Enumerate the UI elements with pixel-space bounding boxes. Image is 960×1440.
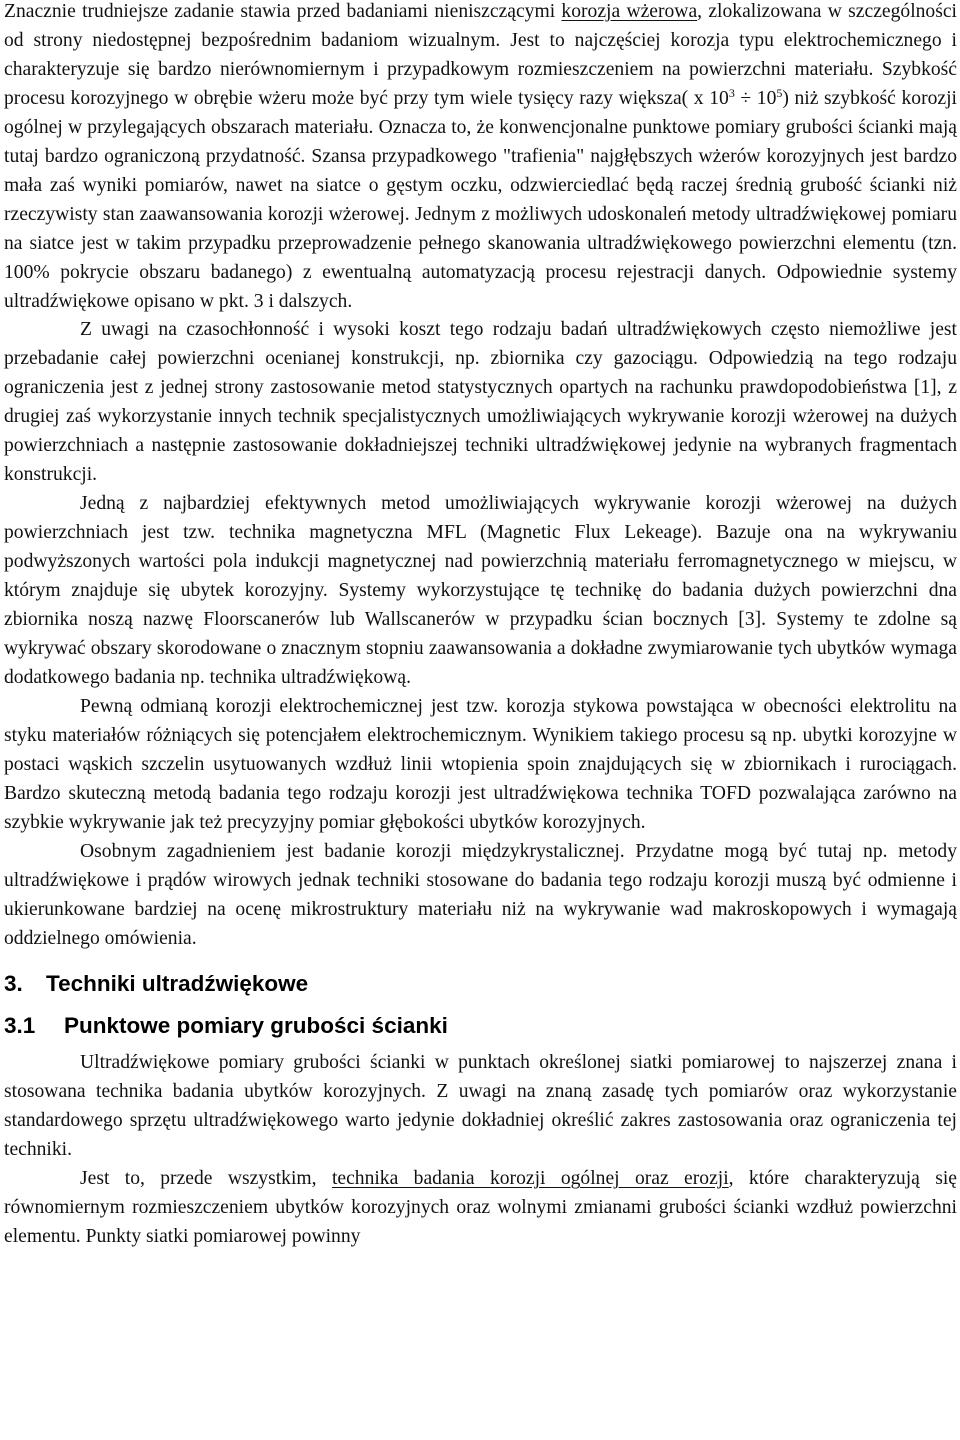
section-heading-3-1	[4, 1011, 957, 1041]
text: Jest to, przede wszystkim,	[80, 1168, 332, 1190]
paragraph-contact-corrosion: Pewną odmianą korozji elektrochemicznej jest tzw. korozja stykowa powstająca w obecności elektrolitu na styku materiałów różniących się potencjałem elektrochemicznym. Wynikiem takiego procesu są np. ubytki korozyjne w postaci wąskich szczelin usytuowanych wzdłuż linii wtopienia spoin znajdujących się w zbiornikach i rurociągach. Bardzo skuteczną metodą badania tego rodzaju korozji jest ultradźwiękowa technika TOFD pozwalająca zarówno na szybkie wykrywanie jak też precyzyjny pomiar głębokości ubytków korozyjnych.	[4, 695, 957, 833]
paragraph-pitting-corrosion	[4, 0, 957, 316]
text: , które charakteryzują się równomiernym rozmieszczeniem ubytków korozyjnych oraz wolnymi zmianami grubości ścianki wzdłuż powierzchni elementu. Punkty siatki pomiarowej powinny	[4, 1168, 957, 1248]
paragraph-statistical-methods: Z uwagi na czasochłonność i wysoki koszt tego rodzaju badań ultradźwiękowych często niemożliwe jest przebadanie całej powierzchni ocenianej konstrukcji, np. zbiornika czy gazociągu. Odpowiedzią na tego rodzaju ograniczenia jest z jednej strony zastosowanie metod statystycznych opartych na rachunku prawdopodobieństwa [1], z drugiej zaś wykorzystanie innych technik specjalistycznych umożliwiających wykrywanie korozji wżerowej na dużych powierzchniach a następnie zastosowanie dokładniejszej techniki ultradźwiękowej jedynie na wybranych fragmentach konstrukcji.	[4, 319, 957, 486]
section-heading-3	[4, 969, 957, 999]
subsection-title: Punktowe pomiary grubości ścianki	[64, 1013, 448, 1039]
paragraph-general-corrosion	[4, 1165, 957, 1252]
section-title: Techniki ultradźwiękowe	[46, 971, 309, 997]
text: ÷ 10	[734, 87, 777, 109]
superscript: 5	[776, 85, 783, 100]
text: Znacznie trudniejsze zadanie stawia przed badaniami nieniszczącymi	[4, 1, 562, 22]
text: , zlokalizowana w szczególności od strony niedostępnej bezpośrednim badaniom wizualnym. Jest to najczęściej korozja typu elektrochemicznego i charakteryzuje się bardzo nierównomiernym i przypadkowym rozmieszczeniem na powierzchni materiału. Szybkość procesu korozyjnego w obrębie wżeru może być przy tym wiele tysięcy razy większa( x 10	[4, 1, 957, 109]
subsection-number: 3.1	[4, 1013, 36, 1039]
text: ) niż szybkość korozji ogólnej w przylegających obszarach materiału. Oznacza to, że konwencjonalne punktowe pomiary grubości ścianki mają tutaj bardzo ograniczoną przydatność. Szansa przypadkowego "trafienia" najgłębszych wżerów korozyjnych jest bardzo mała zaś wyniki pomiarów, nawet na siatce o gęstym oczku, odzwierciedlać będą raczej średnią grubość ścianki niż rzeczywisty stan zaawansowania korozji wżerowej. Jednym z możliwych udoskonaleń metody ultradźwiękowej pomiaru na siatce jest w takim przypadku przeprowadzenie pełnego skanowania ultradźwiękowego powierzchni elementu (tzn. 100% pokrycie obszaru badanego) z ewentualną automatyzacją procesu rejestracji danych. Odpowiednie systemy ultradźwiękowe opisano w pkt. 3 i dalszych.	[4, 87, 957, 312]
paragraph-mfl-technique: Jedną z najbardziej efektywnych metod umożliwiających wykrywanie korozji wżerowej na dużych powierzchniach jest tzw. technika magnetyczna MFL (Magnetic Flux Lekeage). Bazuje ona na wykrywaniu podwyższonych wartości pola indukcji magnetycznej nad powierzchnią materiału ferromagnetycznego w miejscu, w którym znajduje się ubytek korozyjny. Systemy wykorzystujące tę technikę do badania dużych powierzchni dna zbiornika noszą nazwę Floorscanerów lub Wallscanerów w przypadku ścian bocznych [3]. Systemy te zdolne są wykrywać obszary skorodowane o znacznym stopniu zaawansowania a dokładne zwymiarowanie tych ubytków wymaga dodatkowego badania np. technika ultradźwiękową.	[4, 493, 957, 688]
section-number: 3.	[4, 971, 23, 997]
superscript: 3	[728, 85, 735, 100]
paragraph-thickness-measurements: Ultradźwiękowe pomiary grubości ścianki w punktach określonej siatki pomiarowej to najszerzej znana i stosowana technika badania ubytków korozyjnych. Z uwagi na znaną zasadę tych pomiarów oraz wykorzystanie standardowego sprzętu ultradźwiękowego warto jedynie dokładniej określić zakres zastosowania oraz ograniczenia tej techniki.	[4, 1052, 957, 1161]
link-pitting-corrosion[interactable]: korozja wżerowa	[561, 1, 698, 22]
link-general-corrosion-technique[interactable]: technika badania korozji ogólnej oraz erozji	[331, 1168, 729, 1190]
paragraph-intergranular-corrosion: Osobnym zagadnieniem jest badanie korozji międzykrystalicznej. Przydatne mogą być tutaj np. metody ultradźwiękowe i prądów wirowych jednak techniki stosowane do badania tego rodzaju korozji muszą być odmienne i ukierunkowane bardziej na ocenę mikrostruktury materiału niż na wykrywanie wad makroskopowych i wymagają oddzielnego omówienia.	[4, 840, 957, 949]
